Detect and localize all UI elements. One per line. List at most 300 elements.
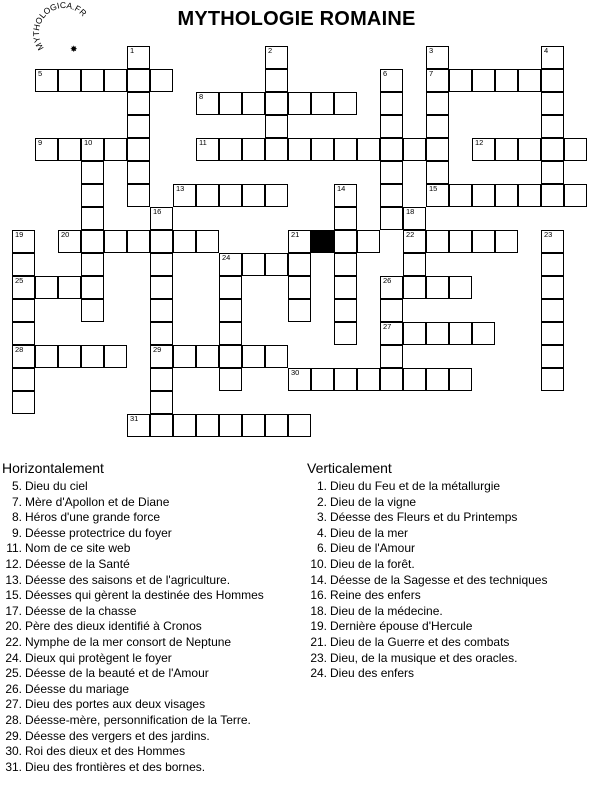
clue-item-text: Roi des dieux et des Hommes: [25, 744, 186, 759]
grid-cell[interactable]: [449, 69, 472, 92]
grid-cell[interactable]: [357, 138, 380, 161]
clue-item: [307, 495, 591, 511]
horizontal-clues: [2, 459, 302, 775]
clue-item-text: Déesse des saisons et de l'agriculture.: [25, 572, 231, 587]
grid-cell[interactable]: [127, 230, 150, 253]
clue-item-text: Déesse des vergers et des jardins.: [25, 728, 210, 743]
clue-item-text: Dieu de la vigne: [330, 494, 417, 509]
grid-cell[interactable]: [219, 92, 242, 115]
clue-number: 13: [176, 184, 185, 193]
horizontal-heading: Horizontalement: [2, 460, 104, 476]
clue-item-text: Dieu, de la musique et des oracles.: [330, 650, 518, 665]
grid-cell[interactable]: [196, 345, 219, 368]
vertical-heading: Verticalement: [307, 460, 392, 476]
grid-cell[interactable]: [12, 253, 35, 276]
grid-cell[interactable]: [242, 345, 265, 368]
grid-cell[interactable]: [265, 184, 288, 207]
grid-cell[interactable]: [150, 299, 173, 322]
grid-cell[interactable]: [426, 276, 449, 299]
grid-cell[interactable]: [58, 69, 81, 92]
grid-cell[interactable]: [127, 69, 150, 92]
grid-cell[interactable]: [288, 92, 311, 115]
clue-item-number: 11.: [6, 541, 22, 556]
grid-cell[interactable]: [380, 138, 403, 161]
grid-cell[interactable]: [541, 69, 564, 92]
grid-cell[interactable]: [380, 92, 403, 115]
clue-item-text: Déesse du mariage: [25, 681, 130, 696]
grid-cell[interactable]: [219, 253, 242, 276]
clue-item-number: 27.: [5, 697, 22, 712]
clue-item: [2, 651, 302, 667]
clue-item-number: 24.: [5, 650, 22, 665]
grid-cell[interactable]: [403, 253, 426, 276]
grid-cell[interactable]: [219, 322, 242, 345]
clue-item: [2, 744, 302, 760]
grid-cell[interactable]: [58, 230, 81, 253]
clue-number: 28: [15, 345, 24, 354]
grid-cell[interactable]: [81, 138, 104, 161]
clue-item-number: 18.: [310, 603, 327, 618]
clue-item-text: Mère d'Apollon et de Diane: [25, 494, 170, 509]
grid-cell[interactable]: [311, 138, 334, 161]
clue-item-text: Déesse de la Sagesse et des techniques: [330, 572, 548, 587]
grid-cell[interactable]: [58, 276, 81, 299]
clue-item-text: Dieu de l'Amour: [330, 541, 415, 556]
logo-star-icon: ✸: [70, 45, 78, 55]
grid-cell[interactable]: [449, 368, 472, 391]
grid-cell[interactable]: [242, 414, 265, 437]
grid-cell[interactable]: [81, 69, 104, 92]
grid-cell[interactable]: [403, 276, 426, 299]
grid-cell[interactable]: [150, 69, 173, 92]
grid-cell[interactable]: [242, 184, 265, 207]
grid-cell[interactable]: [12, 230, 35, 253]
clue-item: [2, 619, 302, 635]
clue-number: 18: [406, 207, 415, 216]
grid-cell[interactable]: [12, 322, 35, 345]
grid-cell[interactable]: [104, 69, 127, 92]
clue-number: 22: [406, 230, 415, 239]
clue-number: 31: [130, 414, 139, 423]
clue-number: 25: [15, 276, 24, 285]
grid-cell[interactable]: [150, 207, 173, 230]
grid-cell[interactable]: [380, 207, 403, 230]
clue-item-number: 8.: [11, 510, 22, 525]
clue-item-number: 29.: [5, 728, 22, 743]
clue-number: 6: [383, 69, 388, 78]
grid-cell[interactable]: [541, 253, 564, 276]
clue-item-number: 2.: [316, 494, 327, 509]
clue-item: [2, 479, 302, 495]
clue-number: 8: [199, 92, 204, 101]
clue-number: 30: [291, 368, 300, 377]
clue-item-number: 16.: [310, 588, 327, 603]
grid-cell[interactable]: [288, 253, 311, 276]
grid-cell[interactable]: [196, 92, 219, 115]
clue-item: [2, 713, 302, 729]
grid-cell[interactable]: [495, 69, 518, 92]
grid-cell[interactable]: [150, 414, 173, 437]
grid-cell[interactable]: [334, 276, 357, 299]
grid-cell[interactable]: [150, 230, 173, 253]
grid-cell[interactable]: [541, 161, 564, 184]
grid-cell[interactable]: [403, 230, 426, 253]
clue-item-number: 24.: [310, 666, 327, 681]
grid-cell[interactable]: [472, 230, 495, 253]
vertical-clues: [307, 459, 591, 682]
clue-number: 19: [15, 230, 24, 239]
clue-number: 9: [38, 138, 43, 147]
clue-item: [307, 557, 591, 573]
clue-item-text: Déesses qui gèrent la destinée des Hommes: [25, 588, 264, 603]
grid-cell[interactable]: [242, 253, 265, 276]
clue-item-text: Dieux qui protègent le foyer: [25, 650, 172, 665]
grid-cell[interactable]: [403, 368, 426, 391]
grid-cell[interactable]: [196, 184, 219, 207]
grid-cell[interactable]: [541, 276, 564, 299]
grid-cell[interactable]: [541, 92, 564, 115]
clue-item-text: Déesse de la Santé: [25, 556, 130, 571]
grid-cell[interactable]: [426, 322, 449, 345]
clue-item: [2, 729, 302, 745]
clue-number: 3: [429, 46, 434, 55]
grid-cell[interactable]: [288, 368, 311, 391]
grid-cell[interactable]: [127, 161, 150, 184]
grid-cell[interactable]: [380, 115, 403, 138]
grid-cell[interactable]: [127, 184, 150, 207]
clue-item-number: 9.: [11, 525, 22, 540]
clue-item-number: 21.: [310, 634, 327, 649]
clue-item-number: 17.: [5, 603, 22, 618]
grid-cell[interactable]: [150, 345, 173, 368]
clue-item-text: Dieu de la forêt.: [330, 556, 415, 571]
horizontal-clue-list: [2, 479, 302, 775]
clue-number: 23: [544, 230, 553, 239]
clue-item: [2, 510, 302, 526]
clue-item-number: 28.: [5, 712, 22, 727]
grid-cell[interactable]: [265, 253, 288, 276]
grid-cell[interactable]: [449, 230, 472, 253]
clue-item-text: Dieu de la Guerre et des combats: [330, 634, 510, 649]
grid-cell[interactable]: [127, 138, 150, 161]
grid-cell[interactable]: [150, 276, 173, 299]
grid-cell[interactable]: [288, 299, 311, 322]
grid-cell[interactable]: [58, 138, 81, 161]
grid-cell[interactable]: [495, 138, 518, 161]
clue-item-text: Déesse de la beauté et de l'Amour: [25, 666, 209, 681]
clue-number: 27: [383, 322, 392, 331]
clue-item-number: 6.: [316, 541, 327, 556]
grid-cell[interactable]: [564, 138, 587, 161]
grid-cell[interactable]: [334, 184, 357, 207]
clue-item-text: Dieu de la mer: [330, 525, 409, 540]
clue-number: 4: [544, 46, 549, 55]
grid-cell[interactable]: [426, 368, 449, 391]
grid-cell[interactable]: [426, 138, 449, 161]
clue-item-number: 30.: [5, 744, 22, 759]
grid-cell[interactable]: [265, 414, 288, 437]
clue-item: [2, 697, 302, 713]
grid-cell[interactable]: [81, 230, 104, 253]
clue-number: 2: [268, 46, 273, 55]
clue-item: [307, 651, 591, 667]
grid-cell[interactable]: [265, 69, 288, 92]
clue-item-number: 31.: [5, 759, 22, 774]
grid-cell[interactable]: [265, 138, 288, 161]
clue-item-number: 23.: [310, 650, 327, 665]
clue-item-text: Déesse-mère, personnification de la Terre.: [25, 712, 251, 727]
clue-number: 11: [199, 138, 207, 147]
grid-cell[interactable]: [219, 414, 242, 437]
grid-cell[interactable]: [196, 414, 219, 437]
grid-cell[interactable]: [219, 184, 242, 207]
clue-item: [2, 557, 302, 573]
clue-item-text: Père des dieux identifié à Cronos: [25, 619, 202, 634]
clue-item-text: Déesse protectrice du foyer: [25, 525, 172, 540]
grid-cell[interactable]: [541, 115, 564, 138]
grid-cell[interactable]: [426, 92, 449, 115]
grid-cell[interactable]: [380, 299, 403, 322]
clue-item: [307, 573, 591, 589]
clue-item: [2, 526, 302, 542]
grid-cell[interactable]: [380, 184, 403, 207]
grid-cell[interactable]: [150, 322, 173, 345]
grid-cell[interactable]: [173, 345, 196, 368]
clue-item-text: Dieu de la médecine.: [330, 603, 443, 618]
grid-cell[interactable]: [127, 414, 150, 437]
clue-item: [307, 666, 591, 682]
clue-item-text: Héros d'une grande force: [25, 510, 161, 525]
grid-cell[interactable]: [380, 161, 403, 184]
grid-cell[interactable]: [81, 184, 104, 207]
grid-cell[interactable]: [12, 391, 35, 414]
grid-cell[interactable]: [288, 414, 311, 437]
grid-cell[interactable]: [265, 115, 288, 138]
grid-cell[interactable]: [150, 391, 173, 414]
clue-item-number: 1.: [316, 479, 327, 493]
grid-cell[interactable]: [12, 299, 35, 322]
grid-cell[interactable]: [495, 184, 518, 207]
grid-cell[interactable]: [265, 92, 288, 115]
grid-cell[interactable]: [334, 92, 357, 115]
grid-cell[interactable]: [104, 138, 127, 161]
clue-item-number: 22.: [5, 634, 22, 649]
grid-cell[interactable]: [219, 299, 242, 322]
grid-cell[interactable]: [35, 345, 58, 368]
grid-cell[interactable]: [541, 46, 564, 69]
clue-item-text: Dieu des portes aux deux visages: [25, 697, 206, 712]
grid-cell[interactable]: [150, 253, 173, 276]
grid-cell[interactable]: [518, 184, 541, 207]
clue-item-number: 25.: [5, 666, 22, 681]
grid-cell[interactable]: [81, 345, 104, 368]
grid-cell[interactable]: [541, 345, 564, 368]
grid-cell[interactable]: [472, 69, 495, 92]
grid-cell[interactable]: [541, 138, 564, 161]
grid-cell[interactable]: [541, 230, 564, 253]
grid-cell[interactable]: [288, 230, 311, 253]
grid-cell[interactable]: [380, 368, 403, 391]
grid-cell[interactable]: [35, 138, 58, 161]
clue-item: [2, 682, 302, 698]
grid-cell[interactable]: [12, 276, 35, 299]
clue-item: [307, 635, 591, 651]
clue-item-number: 7.: [11, 494, 22, 509]
clue-item: [2, 760, 302, 776]
clue-item-text: Dernière épouse d'Hercule: [330, 619, 473, 634]
grid-cell[interactable]: [104, 345, 127, 368]
clue-item: [307, 510, 591, 526]
grid-cell[interactable]: [242, 92, 265, 115]
clue-item-text: Nymphe de la mer consort de Neptune: [25, 634, 232, 649]
grid-cell[interactable]: [35, 69, 58, 92]
grid-cell[interactable]: [426, 184, 449, 207]
grid-cell[interactable]: [472, 322, 495, 345]
grid-cell[interactable]: [173, 184, 196, 207]
clue-number: 12: [475, 138, 484, 147]
grid-cell[interactable]: [12, 345, 35, 368]
clue-item-text: Dieu du ciel: [25, 479, 88, 493]
grid-cell[interactable]: [265, 345, 288, 368]
grid-cell[interactable]: [541, 368, 564, 391]
grid-cell[interactable]: [242, 138, 265, 161]
grid-cell[interactable]: [173, 230, 196, 253]
clue-item-number: 3.: [316, 510, 327, 525]
clue-number: 5: [38, 69, 43, 78]
blocked-cell: [311, 230, 334, 253]
clue-number: 16: [153, 207, 162, 216]
grid-cell[interactable]: [288, 138, 311, 161]
grid-cell[interactable]: [403, 322, 426, 345]
grid-cell[interactable]: [104, 230, 127, 253]
grid-cell[interactable]: [449, 276, 472, 299]
grid-cell[interactable]: [541, 299, 564, 322]
grid-cell[interactable]: [518, 138, 541, 161]
clue-item: [2, 495, 302, 511]
clue-item-number: 10.: [310, 556, 327, 571]
clue-number: 21: [291, 230, 300, 239]
grid-cell[interactable]: [334, 207, 357, 230]
clue-item: [307, 479, 591, 495]
grid-cell[interactable]: [35, 276, 58, 299]
grid-cell[interactable]: [334, 138, 357, 161]
grid-cell[interactable]: [518, 69, 541, 92]
clue-number: 24: [222, 253, 231, 262]
grid-cell[interactable]: [127, 92, 150, 115]
grid-cell[interactable]: [472, 138, 495, 161]
grid-cell[interactable]: [81, 276, 104, 299]
grid-cell[interactable]: [219, 368, 242, 391]
vertical-clue-list: [307, 479, 591, 682]
grid-cell[interactable]: [426, 46, 449, 69]
grid-cell[interactable]: [541, 322, 564, 345]
clue-item-number: 20.: [5, 619, 22, 634]
grid-cell[interactable]: [265, 46, 288, 69]
grid-cell[interactable]: [196, 138, 219, 161]
grid-cell[interactable]: [380, 69, 403, 92]
grid-cell[interactable]: [334, 253, 357, 276]
grid-cell[interactable]: [219, 345, 242, 368]
grid-cell[interactable]: [334, 322, 357, 345]
clue-item: [2, 635, 302, 651]
grid-cell[interactable]: [449, 322, 472, 345]
clue-number: 15: [429, 184, 438, 193]
grid-cell[interactable]: [426, 115, 449, 138]
grid-cell[interactable]: [81, 253, 104, 276]
grid-cell[interactable]: [380, 276, 403, 299]
clue-item: [2, 588, 302, 604]
grid-cell[interactable]: [426, 161, 449, 184]
grid-cell[interactable]: [81, 299, 104, 322]
grid-cell[interactable]: [58, 345, 81, 368]
grid-cell[interactable]: [219, 276, 242, 299]
page-title: MYTHOLOGIE ROMAINE: [177, 8, 416, 30]
grid-cell[interactable]: [449, 184, 472, 207]
clue-item-number: 15.: [5, 588, 22, 603]
clue-number: 1: [130, 46, 135, 55]
grid-cell[interactable]: [541, 184, 564, 207]
clue-number: 10: [84, 138, 93, 147]
grid-cell[interactable]: [219, 138, 242, 161]
grid-cell[interactable]: [472, 184, 495, 207]
grid-cell[interactable]: [81, 161, 104, 184]
grid-cell[interactable]: [127, 115, 150, 138]
grid-cell[interactable]: [564, 184, 587, 207]
clue-item-number: 4.: [316, 525, 327, 540]
clue-item-text: Dieu des enfers: [330, 666, 415, 681]
clue-item-number: 26.: [5, 681, 22, 696]
grid-cell[interactable]: [127, 46, 150, 69]
clue-item-text: Nom de ce site web: [25, 541, 131, 556]
clue-number: 14: [337, 184, 346, 193]
clue-item: [307, 619, 591, 635]
grid-cell[interactable]: [495, 230, 518, 253]
grid-cell[interactable]: [311, 368, 334, 391]
grid-cell[interactable]: [288, 276, 311, 299]
grid-cell[interactable]: [196, 230, 219, 253]
clue-item-text: Dieu du Feu et de la métallurgie: [330, 479, 501, 493]
grid-cell[interactable]: [357, 230, 380, 253]
clue-item: [307, 588, 591, 604]
grid-cell[interactable]: [334, 230, 357, 253]
grid-cell[interactable]: [81, 207, 104, 230]
clue-item: [2, 541, 302, 557]
grid-cell[interactable]: [12, 368, 35, 391]
clue-item: [307, 604, 591, 620]
grid-cell[interactable]: [426, 69, 449, 92]
clue-item-number: 13.: [5, 572, 22, 587]
grid-cell[interactable]: [380, 322, 403, 345]
grid-cell[interactable]: [380, 345, 403, 368]
clue-item-number: 14.: [310, 572, 327, 587]
clue-item: [2, 573, 302, 589]
grid-cell[interactable]: [334, 368, 357, 391]
clue-item-text: Déesse de la chasse: [25, 603, 137, 618]
grid-cell[interactable]: [311, 92, 334, 115]
grid-cell[interactable]: [403, 207, 426, 230]
grid-cell[interactable]: [426, 230, 449, 253]
clue-number: 26: [383, 276, 392, 285]
clue-number: 7: [429, 69, 434, 78]
grid-cell[interactable]: [173, 414, 196, 437]
clue-item-number: 19.: [310, 619, 327, 634]
grid-cell[interactable]: [150, 368, 173, 391]
grid-cell[interactable]: [403, 138, 426, 161]
clue-item: [307, 526, 591, 542]
clue-item: [307, 541, 591, 557]
grid-cell[interactable]: [357, 368, 380, 391]
grid-cell[interactable]: [334, 299, 357, 322]
